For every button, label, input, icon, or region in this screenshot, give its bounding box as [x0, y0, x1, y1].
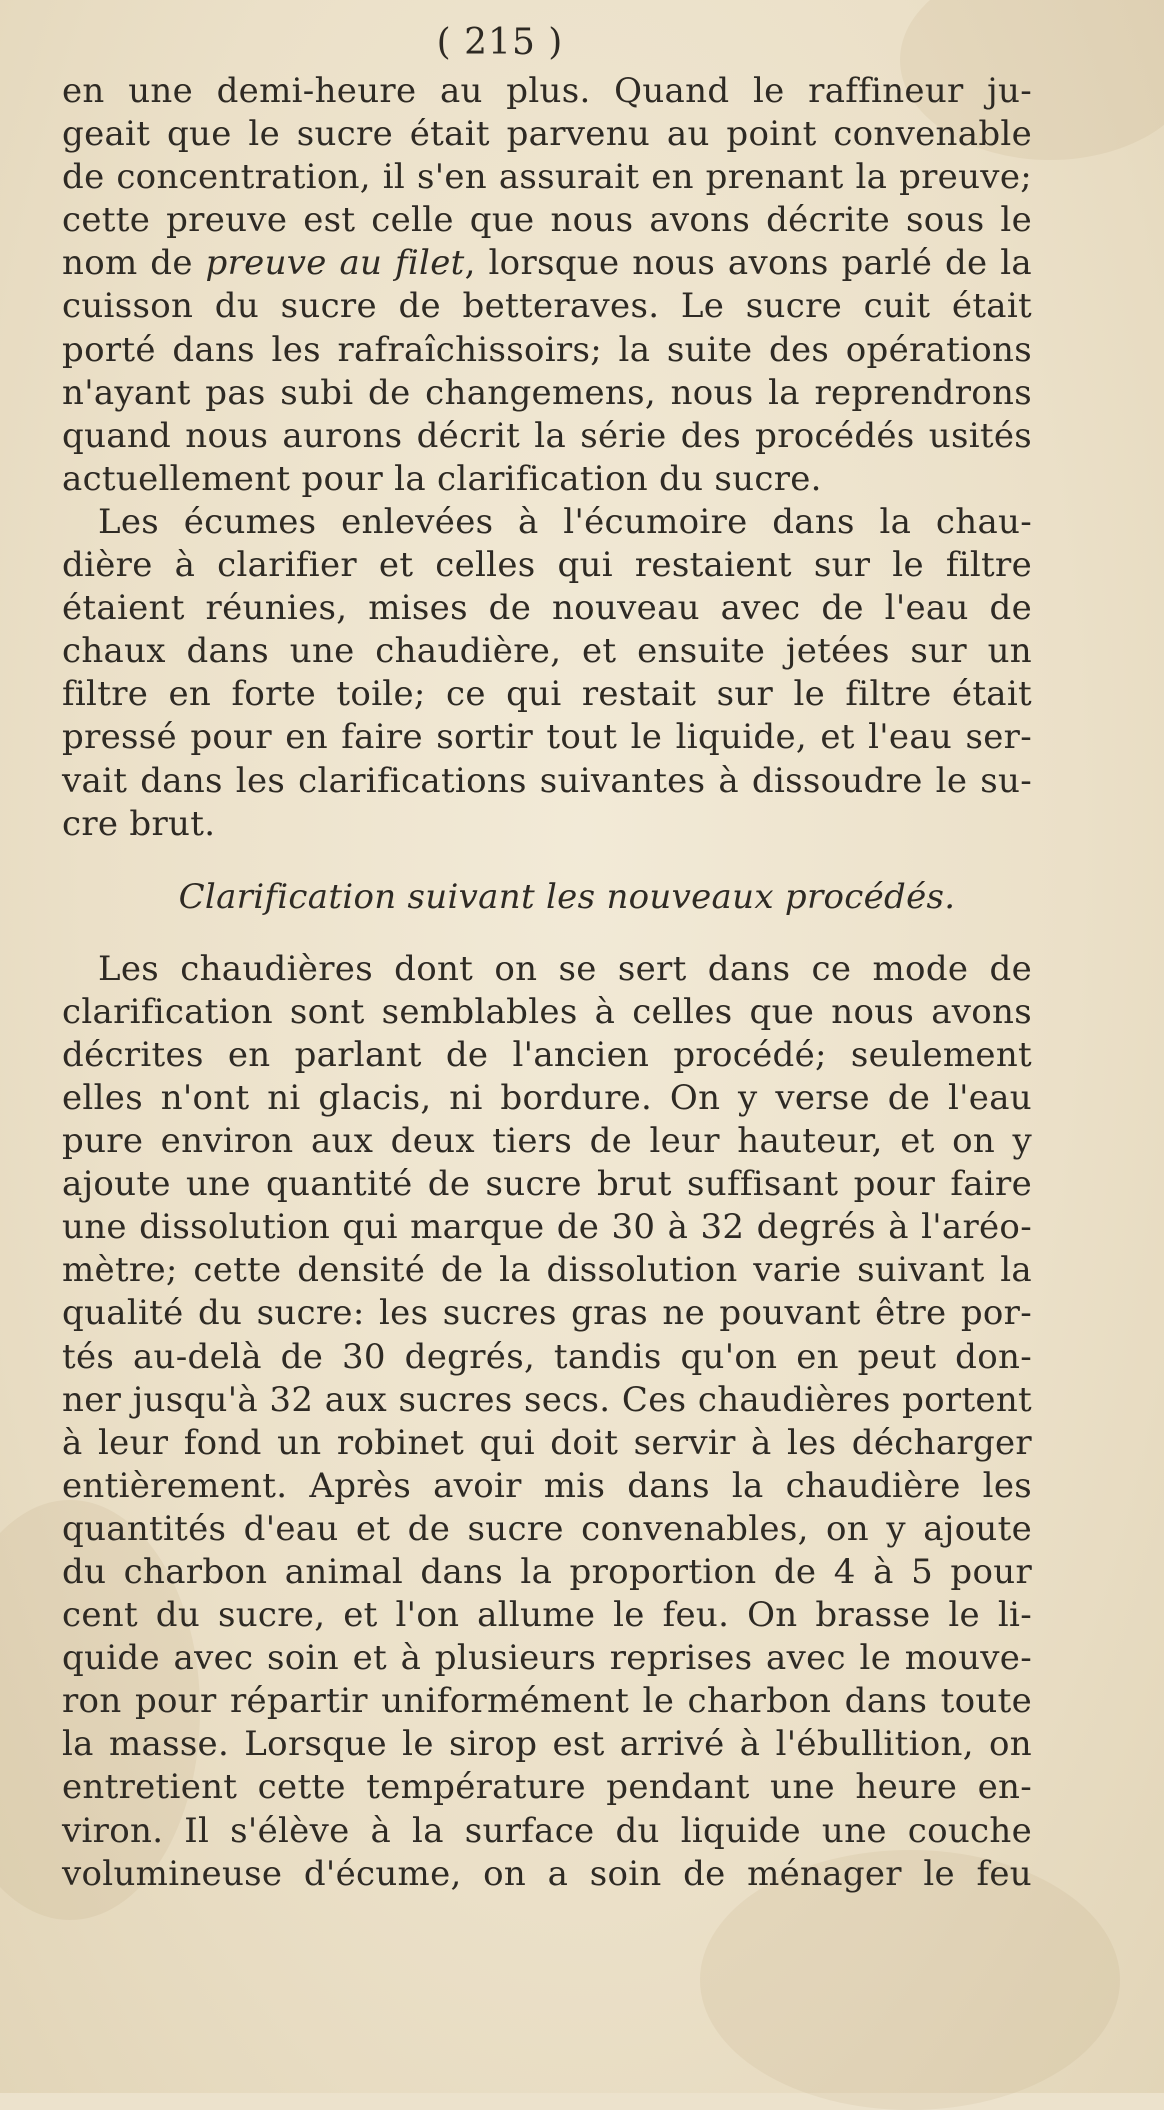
text-line: Les chaudières dont on se sert dans ce mode de	[98, 948, 1032, 989]
text-line: étaient réunies, mises de nouveau avec de l'eau de	[62, 588, 1032, 629]
text-line: en une demi-heure au plus. Quand le raffineur ju-	[62, 71, 1032, 111]
text-line: mètre; cette densité de la dissolution varie suivant la	[62, 1250, 1032, 1291]
text-line: porté dans les rafraîchissoirs; la suite des opérations	[62, 329, 1032, 370]
text-line: du charbon animal dans la proportion de 4 à 5 pour	[62, 1552, 1032, 1592]
text-line: Les écumes enlevées à l'écumoire dans la chau-	[98, 501, 1032, 542]
text-line: la masse. Lorsque le sirop est arrivé à l'ébullition, on	[62, 1724, 1032, 1765]
text-line: ner jusqu'à 32 aux sucres secs. Ces chaudières portent	[62, 1379, 1032, 1420]
text-line: décrites en parlant de l'ancien procédé; seulement	[62, 1034, 1032, 1075]
text-line: n'ayant pas subi de changemens, nous la reprendrons	[62, 372, 1032, 413]
text-line: quide avec soin et à plusieurs reprises avec le mouve-	[62, 1638, 1032, 1679]
text-line: cuisson du sucre de betteraves. Le sucre cuit était	[62, 286, 1032, 327]
text-line: ajoute une quantité de sucre brut suffisant pour faire	[62, 1164, 1032, 1205]
page-body	[62, 70, 1032, 1896]
page-number: ( 215 )	[436, 22, 564, 63]
text-line: dière à clarifier et celles qui restaient sur le filtre	[62, 545, 1032, 586]
italic-term: preuve au filet	[205, 243, 465, 284]
text-line: cre brut.	[62, 803, 216, 844]
text-line: ron pour répartir uniformément le charbon dans toute	[62, 1681, 1032, 1722]
text-line: elles n'ont ni glacis, ni bordure. On y verse de l'eau	[62, 1077, 1032, 1118]
text-line: qualité du sucre: les sucres gras ne pouvant être por-	[62, 1293, 1032, 1334]
spacer	[62, 846, 1032, 876]
text-line: à leur fond un robinet qui doit servir à les décharger	[62, 1422, 1032, 1463]
text-line: filtre en forte toile; ce qui restait sur le filtre était	[62, 674, 1032, 715]
text-line: quand nous aurons décrit la série des procédés usités	[62, 415, 1032, 456]
text-line: vait dans les clarifications suivantes à dissoudre le su-	[62, 760, 1032, 801]
text-line: cette preuve est celle que nous avons décrite sous le	[62, 200, 1032, 241]
text-line: nom de preuve au filet, lorsque nous avons parlé de la	[62, 243, 1032, 284]
spacer	[62, 922, 1032, 948]
text-line: pressé pour en faire sortir tout le liquide, et l'eau ser-	[62, 717, 1032, 758]
text-line: tés au-delà de 30 degrés, tandis qu'on en peut don-	[62, 1336, 1032, 1377]
text-line: geait que le sucre était parvenu au point convenable	[62, 114, 1032, 155]
text-line: de concentration, il s'en assurait en prenant la preuve;	[62, 157, 1032, 198]
text-line: entretient cette température pendant une heure en-	[62, 1767, 1032, 1808]
text-line: clarification sont semblables à celles que nous avons	[62, 991, 1032, 1032]
text-line: cent du sucre, et l'on allume le feu. On brasse le li-	[62, 1595, 1032, 1636]
text-line: chaux dans une chaudière, et ensuite jetées sur un	[62, 631, 1032, 672]
section-heading: Clarification suivant les nouveaux procédés.	[178, 876, 956, 917]
text-line: viron. Il s'élève à la surface du liquide une couche	[62, 1810, 1032, 1851]
text-line: quantités d'eau et de sucre convenables, on y ajoute	[62, 1508, 1032, 1549]
text-line: actuellement pour la clarification du sucre.	[62, 458, 822, 499]
text-line: une dissolution qui marque de 30 à 32 degrés à l'aréo-	[62, 1207, 1032, 1248]
text-line: volumineuse d'écume, on a soin de ménager le feu	[62, 1853, 1032, 1894]
text-line: pure environ aux deux tiers de leur hauteur, et on y	[62, 1121, 1032, 1162]
text-line: entièrement. Après avoir mis dans la chaudière les	[62, 1465, 1032, 1506]
